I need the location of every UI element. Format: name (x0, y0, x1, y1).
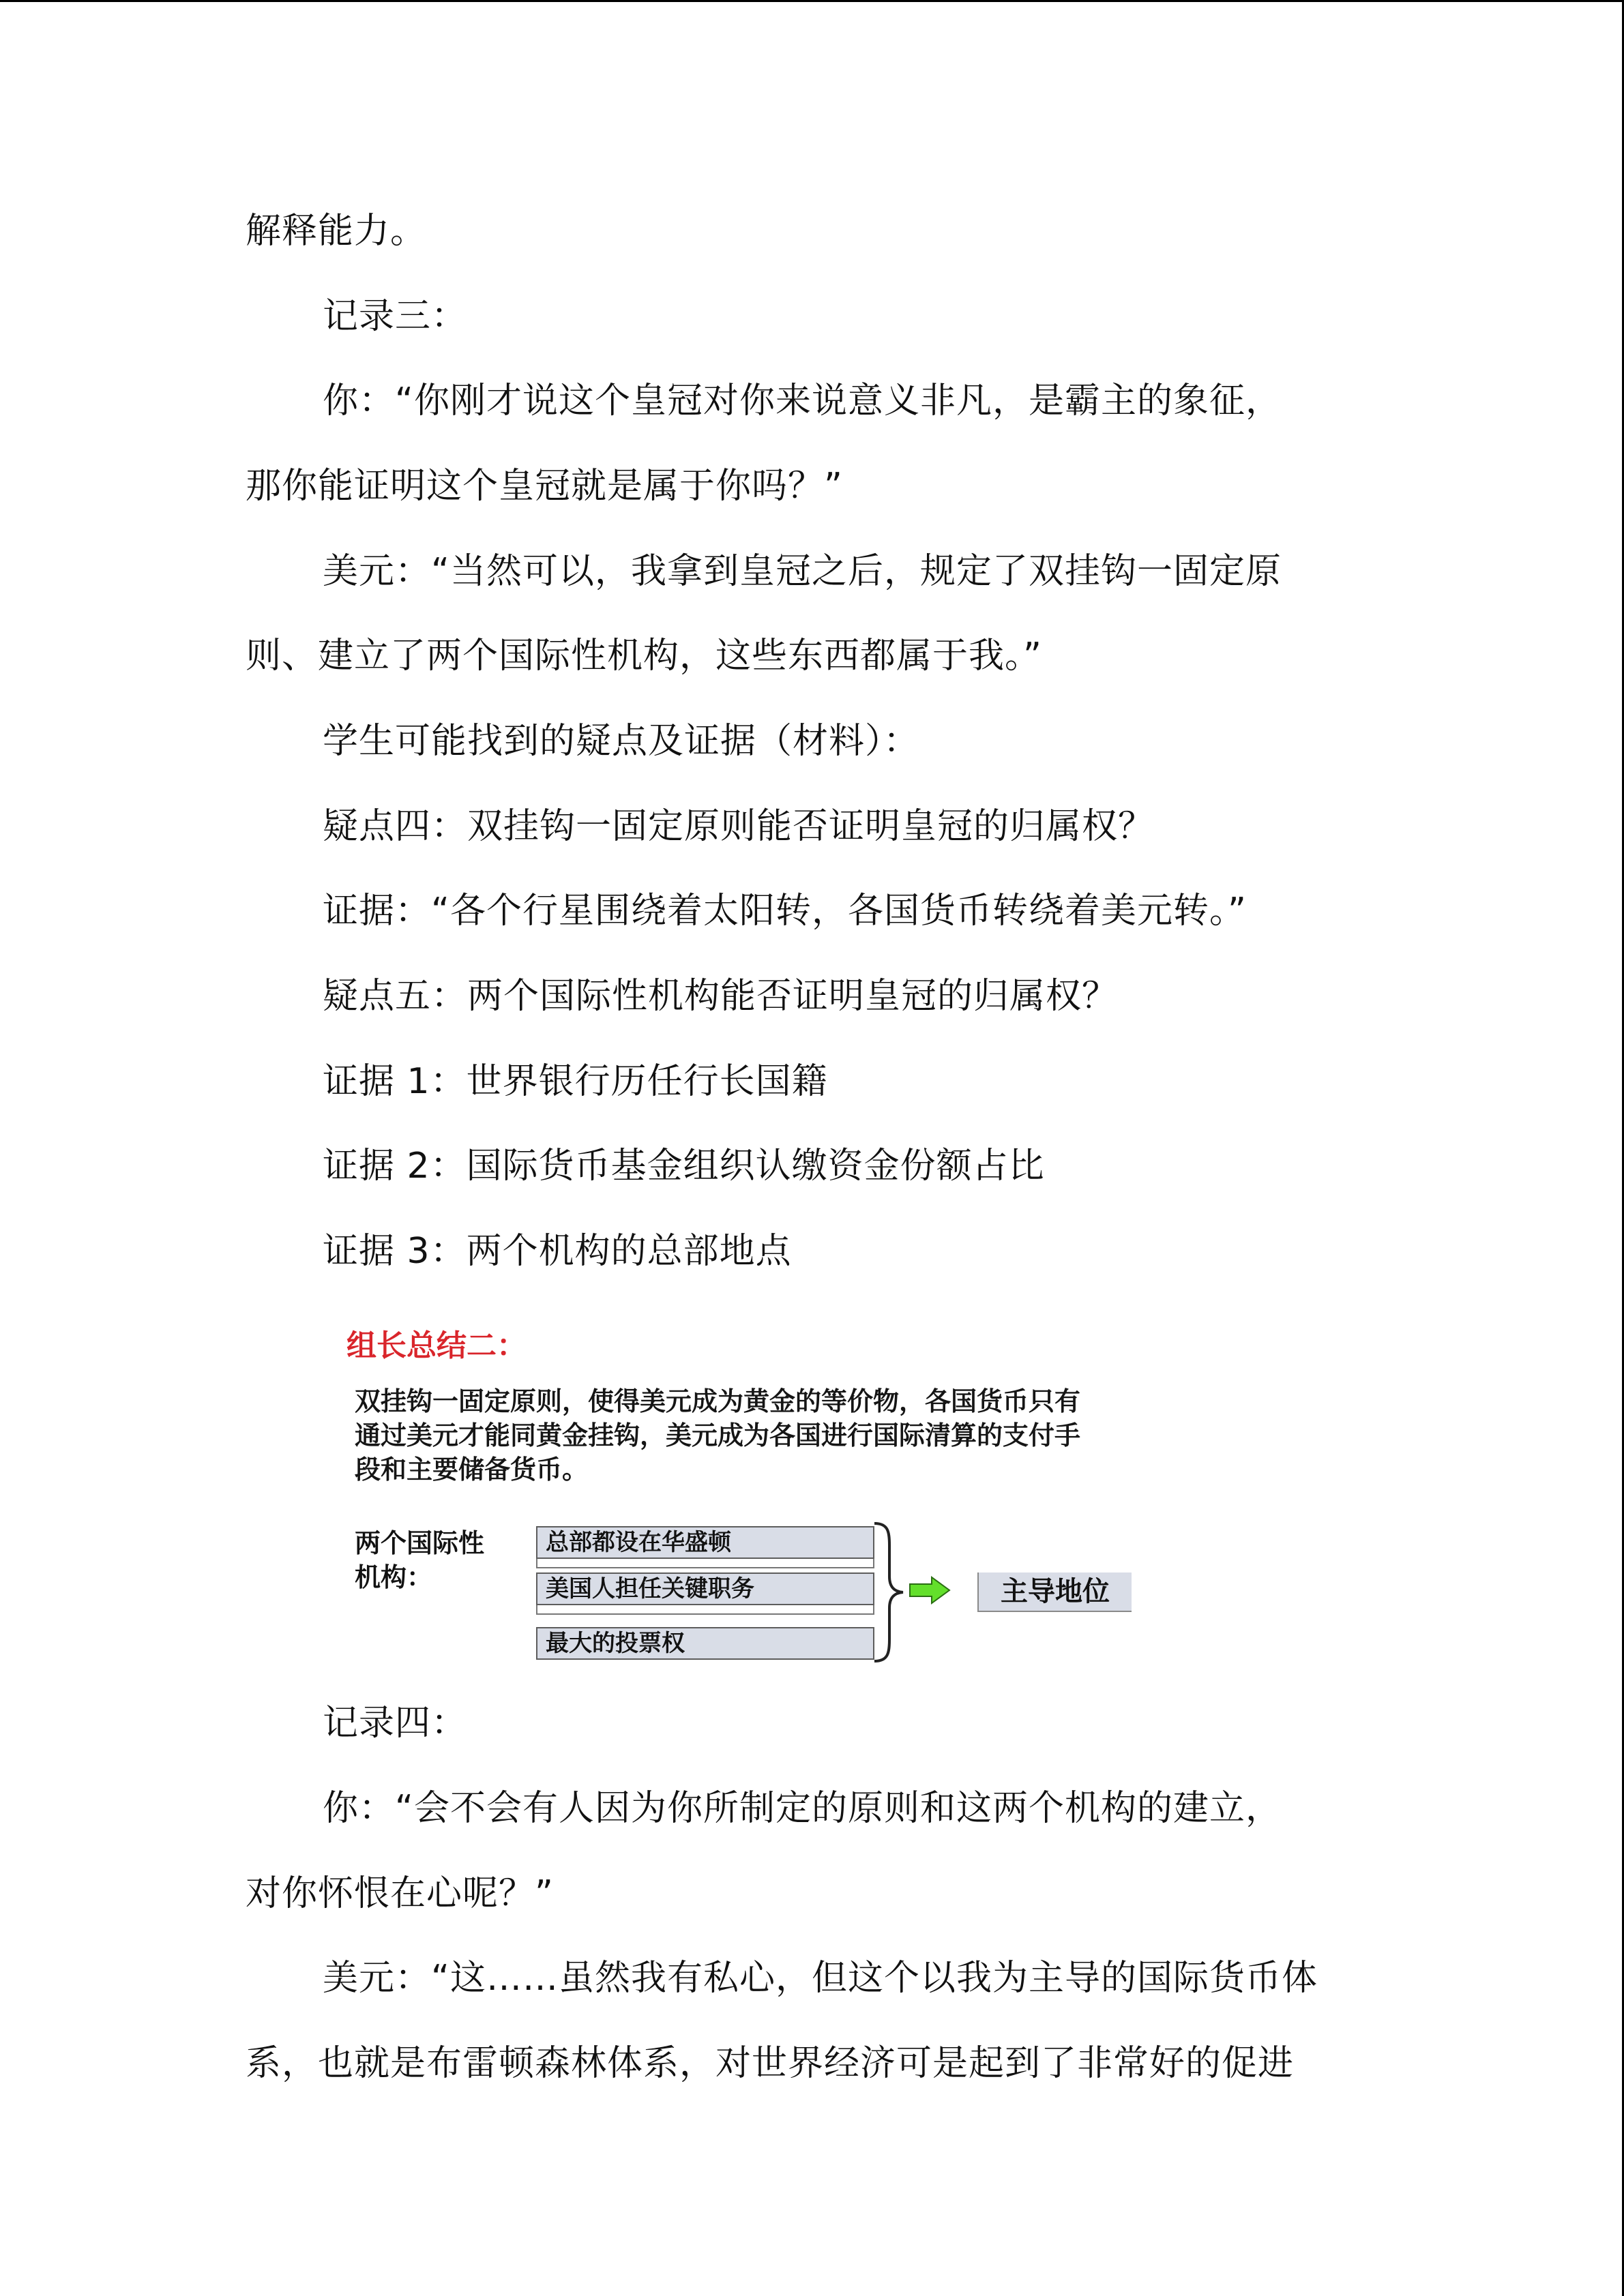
paragraph-line: 美元：“当然可以，我拿到皇冠之后，规定了双挂钩一固定原 (323, 551, 1282, 592)
paragraph-line: 学生可能找到的疑点及证据（材料）： (323, 721, 920, 762)
paragraph-line: 记录三： (323, 296, 468, 337)
page-top-border (0, 0, 1624, 2)
paragraph-line: 系，也就是布雷顿森林体系，对世界经济可是起到了非常好的促进 (246, 2043, 1295, 2084)
paragraph-line: 对你怀恨在心呢？” (246, 1873, 554, 1914)
paragraph-line: 你：“你刚才说这个皇冠对你来说意义非凡，是霸主的象征， (323, 381, 1282, 421)
summary-line: 通过美元才能同黄金挂钩，美元成为各国进行国际清算的支付手 (355, 1420, 1081, 1450)
curly-brace-icon (873, 1522, 909, 1663)
right-arrow-icon (909, 1575, 951, 1605)
org-feature-box: 总部都设在华盛顿 (536, 1526, 874, 1559)
paragraph-line: 美元：“这……虽然我有私心，但这个以我为主导的国际货币体 (323, 1958, 1318, 1999)
box-divider (536, 1605, 874, 1615)
paragraph-line: 解释能力。 (246, 211, 427, 252)
paragraph-line: 你：“会不会有人因为你所制定的原则和这两个机构的建立， (323, 1788, 1282, 1829)
paragraph-line: 记录四： (323, 1703, 468, 1744)
summary-title: 组长总结二： (346, 1328, 527, 1363)
dominant-position-box: 主导地位 (977, 1572, 1132, 1612)
summary-line: 双挂钩一固定原则，使得美元成为黄金的等价物，各国货币只有 (355, 1386, 1081, 1416)
paragraph-line: 证据 3：两个机构的总部地点 (323, 1231, 792, 1272)
paragraph-line: 则、建立了两个国际性机构，这些东西都属于我。” (246, 636, 1042, 676)
org-feature-box: 美国人担任关键职务 (536, 1572, 874, 1605)
box-divider (536, 1559, 874, 1568)
paragraph-line: 证据：“各个行星围绕着太阳转，各国货币转绕着美元转。” (323, 891, 1247, 931)
org-feature-box: 最大的投票权 (536, 1627, 874, 1660)
paragraph-line: 那你能证明这个皇冠就是属于你吗？” (246, 466, 843, 507)
org-label: 机构： (355, 1562, 433, 1592)
paragraph-line: 证据 2：国际货币基金组织认缴资金份额占比 (323, 1146, 1045, 1187)
org-label: 两个国际性 (355, 1528, 485, 1558)
paragraph-line: 疑点四：双挂钩一固定原则能否证明皇冠的归属权？ (323, 806, 1155, 847)
summary-line: 段和主要储备货币。 (355, 1455, 589, 1485)
paragraph-line: 疑点五：两个国际性机构能否证明皇冠的归属权？ (323, 976, 1119, 1017)
paragraph-line: 证据 1：世界银行历任行长国籍 (323, 1061, 828, 1102)
